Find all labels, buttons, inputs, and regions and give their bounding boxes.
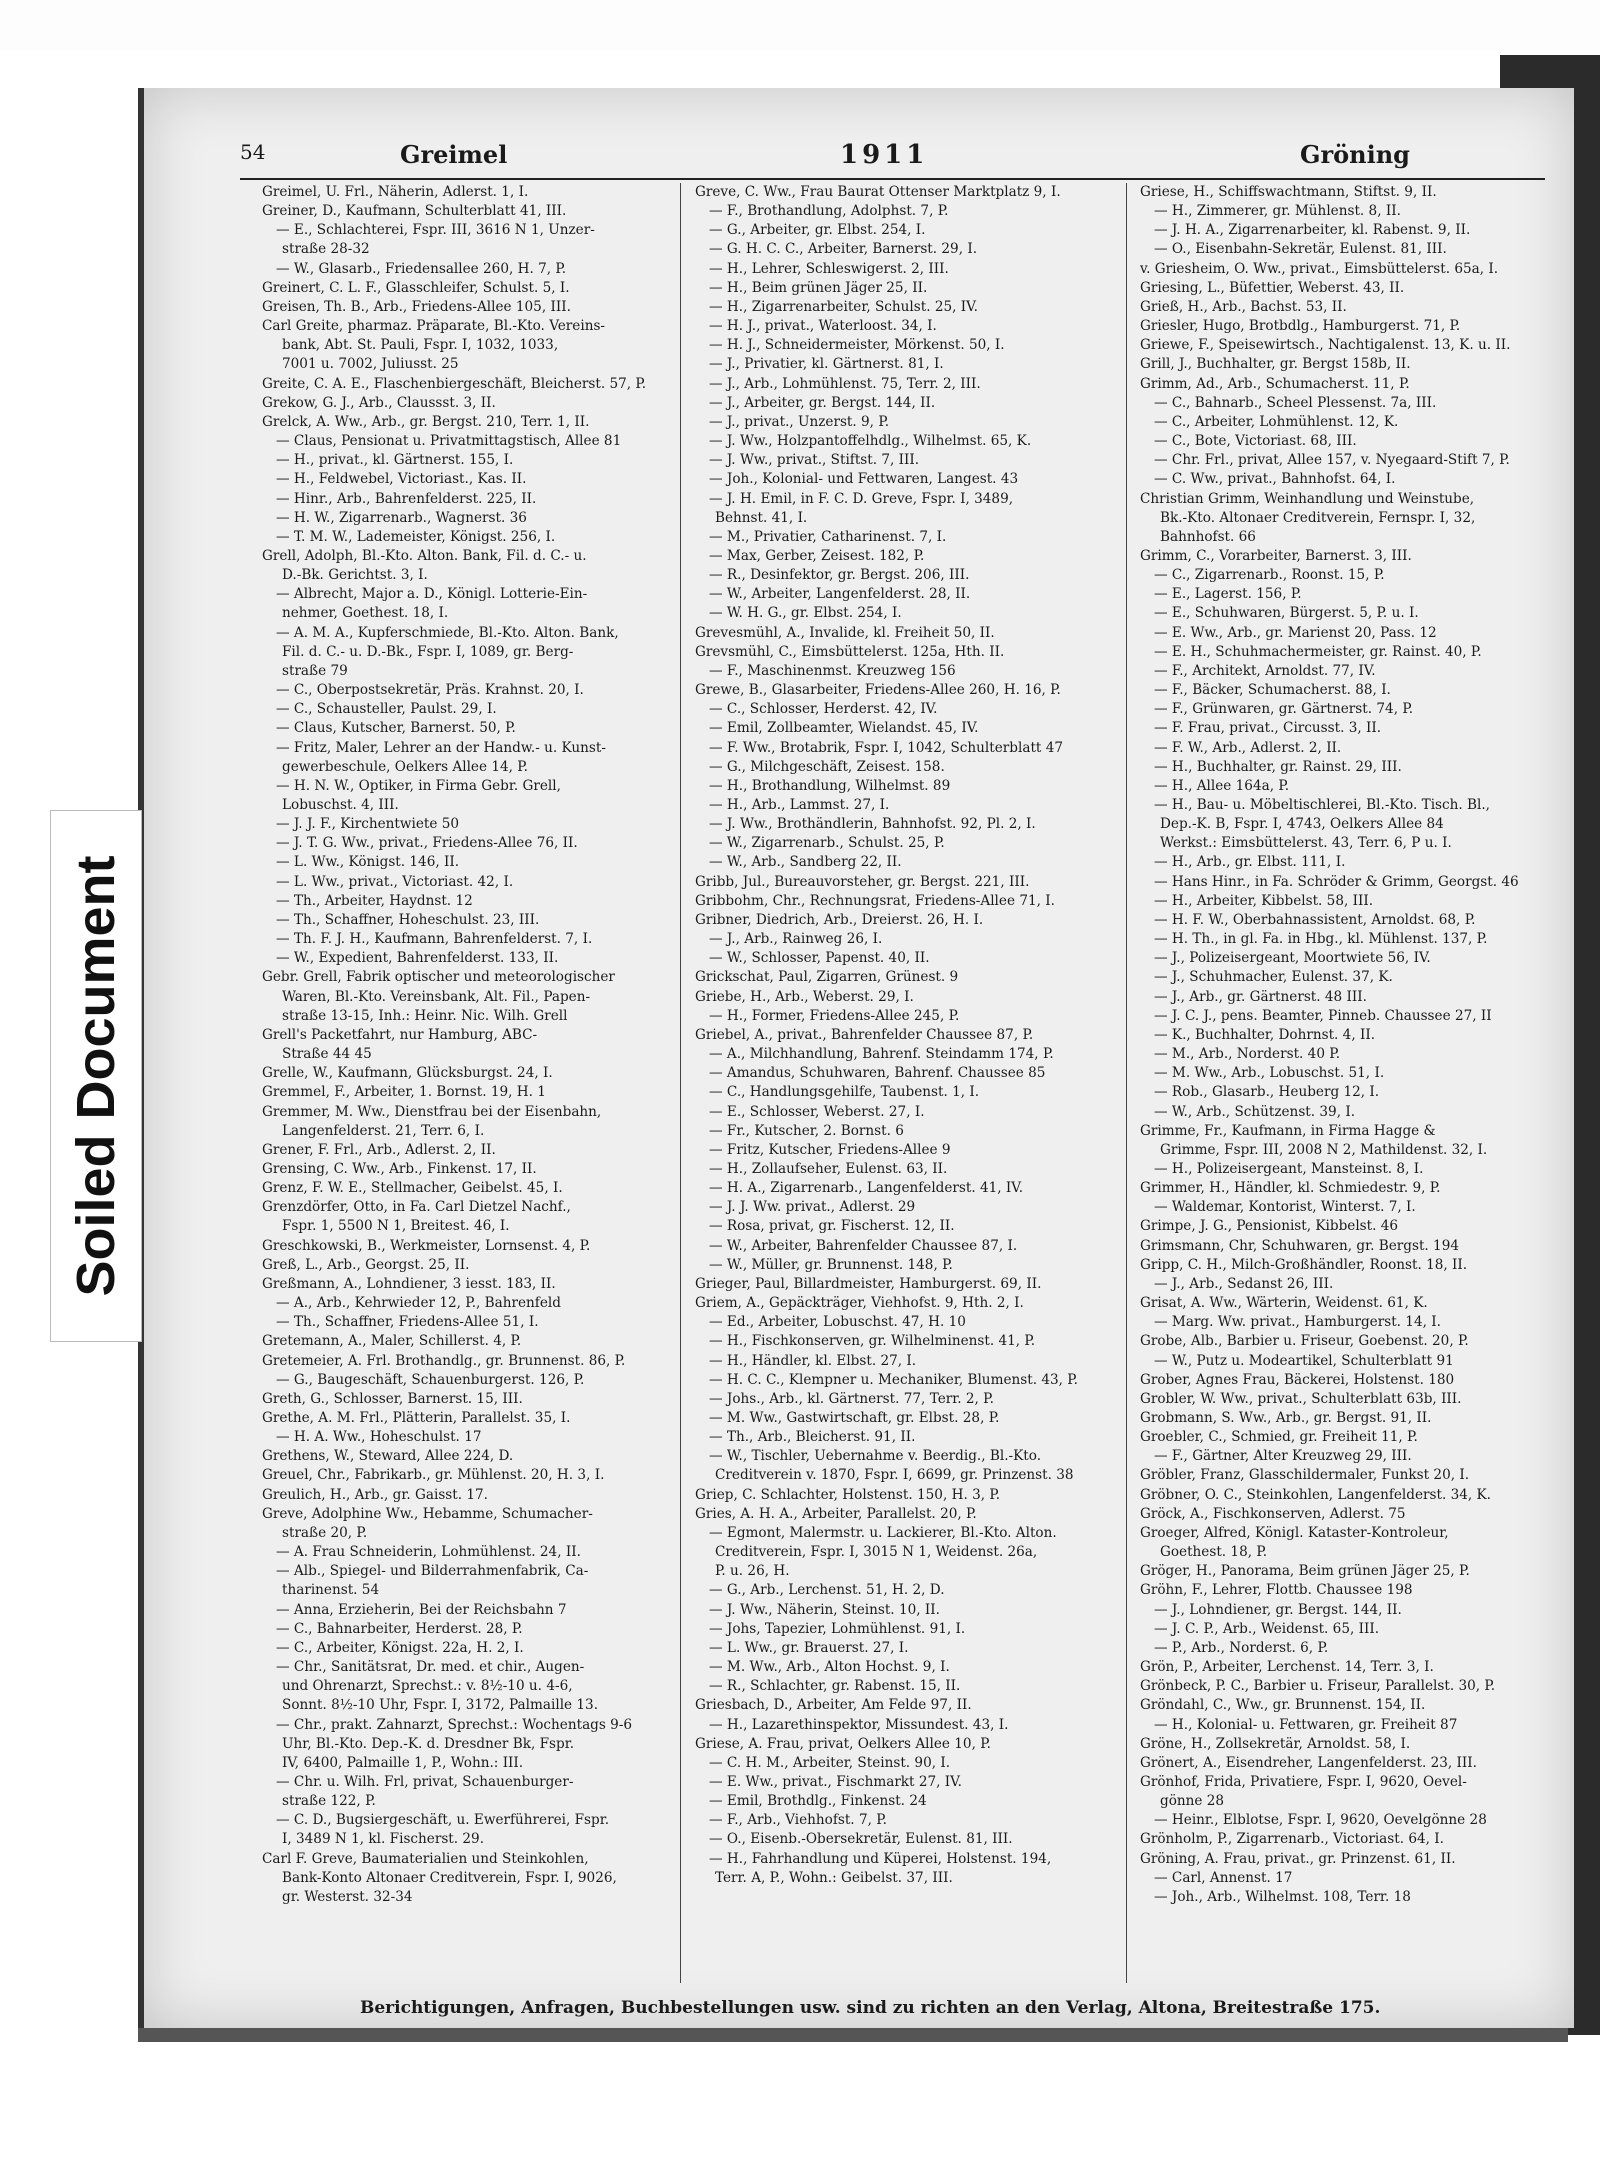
- directory-entry: — C., Arbeiter, Lohmühlenst. 12, K.: [1154, 413, 1399, 430]
- directory-entry: — J. T. G. Ww., privat., Friedens-Allee 76, II.: [276, 835, 578, 852]
- directory-entry: — H., Bau- u. Möbeltischlerei, Bl.-Kto. Tisch. Bl.,: [1154, 797, 1491, 813]
- directory-entry: — W., Arbeiter, Langenfelderst. 28, II.: [709, 586, 971, 603]
- directory-entry: Straße 44 45: [282, 1046, 372, 1063]
- directory-entry: Gröger, H., Panorama, Beim grünen Jäger 25, P.: [1140, 1563, 1470, 1580]
- directory-entry: Grelck, A. Ww., Arb., gr. Bergst. 210, Terr. 1, II.: [262, 413, 590, 430]
- directory-entry: — W., Tischler, Uebernahme v. Beerdig., Bl.-Kto.: [709, 1448, 1042, 1465]
- directory-entry: Grill, J., Buchhalter, gr. Bergst 158b, II.: [1140, 356, 1411, 373]
- directory-entry: Greth, G., Schlosser, Barnerst. 15, III.: [262, 1390, 523, 1407]
- directory-entry: — T. M. W., Lademeister, Königst. 256, I.: [276, 528, 556, 545]
- directory-entry: — G., Arbeiter, gr. Elbst. 254, I.: [709, 222, 926, 239]
- directory-entry: — W., Putz u. Modeartikel, Schulterblatt 91: [1154, 1352, 1454, 1369]
- directory-entry: straße 20, P.: [282, 1524, 368, 1541]
- directory-entry: — H., privat., kl. Gärtnerst. 155, I.: [276, 452, 514, 469]
- directory-entry: Grenz, F. W. E., Stellmacher, Geibelst. 45, I.: [262, 1180, 563, 1197]
- directory-entry: — H., Beim grünen Jäger 25, II.: [709, 279, 928, 296]
- directory-entry: — H., Zimmerer, gr. Mühlenst. 8, II.: [1154, 203, 1401, 220]
- directory-entry: Greschkowski, B., Werkmeister, Lornsenst. 4, P.: [262, 1237, 591, 1254]
- directory-entry: Greve, Adolphine Ww., Hebamme, Schumacher-: [262, 1505, 593, 1522]
- directory-entry: — Fr., Kutscher, 2. Bornst. 6: [709, 1122, 904, 1139]
- directory-entry: D.-Bk. Gerichtst. 3, I.: [282, 567, 428, 584]
- directory-entry: Greite, C. A. E., Flaschenbiergeschäft, Bleicherst. 57, P.: [262, 375, 647, 392]
- directory-entry: Grevsmühl, C., Eimsbüttelerst. 125a, Hth. II.: [695, 643, 1005, 660]
- directory-entry: — J., Arb., Rainweg 26, I.: [709, 931, 883, 948]
- directory-entry: — C., Bahnarb., Scheel Plessenst. 7a, III.: [1154, 394, 1437, 411]
- directory-entry: Gremmel, F., Arbeiter, 1. Bornst. 19, H. 1: [262, 1084, 546, 1101]
- directory-entry: — H., Händler, kl. Elbst. 27, I.: [709, 1352, 917, 1369]
- directory-entry: — Th. F. J. H., Kaufmann, Bahrenfelderst. 7, I.: [276, 931, 593, 948]
- directory-entry: — Rosa, privat, gr. Fischerst. 12, II.: [709, 1218, 955, 1235]
- directory-entry: gewerbeschule, Oelkers Allee 14, P.: [282, 758, 528, 775]
- directory-entry: Gremmer, M. Ww., Dienstfrau bei der Eisenbahn,: [262, 1103, 602, 1120]
- directory-entry: — Chr., prakt. Zahnarzt, Sprechst.: Wochentags 9-6: [276, 1716, 633, 1733]
- directory-entry: Grimsmann, Chr, Schuhwaren, gr. Bergst. 194: [1140, 1237, 1460, 1254]
- directory-entry: Werkst.: Eimsbüttelerst. 43, Terr. 6, P u. I.: [1160, 835, 1452, 852]
- directory-entry: nehmer, Goethest. 18, I.: [282, 605, 449, 622]
- directory-column-2: [695, 183, 1115, 1888]
- directory-entry: — M., Arb., Norderst. 40 P.: [1154, 1046, 1341, 1063]
- directory-entry: Grekow, G. J., Arb., Claussst. 3, II.: [262, 394, 496, 411]
- directory-entry: 7001 u. 7002, Juliusst. 25: [282, 356, 459, 373]
- directory-entry: — C., Zigarrenarb., Roonst. 15, P.: [1154, 567, 1385, 584]
- directory-entry: — W. H. G., gr. Elbst. 254, I.: [709, 605, 902, 622]
- directory-entry: Gröne, H., Zollsekretär, Arnoldst. 58, I.: [1140, 1735, 1411, 1752]
- header-last-entry: Gröning: [1300, 140, 1410, 169]
- directory-entry: Gebr. Grell, Fabrik optischer und meteorologischer: [262, 969, 615, 986]
- stamp-text: Soiled Document: [66, 855, 126, 1297]
- directory-entry: — J. Ww., privat., Stiftst. 7, III.: [709, 452, 920, 469]
- directory-entry: — J. Ww., Holzpantoffelhdlg., Wilhelmst. 65, K.: [709, 433, 1032, 450]
- directory-column-1: [262, 183, 666, 1907]
- directory-entry: Greimel, U. Frl., Näherin, Adlerst. 1, I.: [262, 184, 529, 200]
- header-rule: [240, 178, 1545, 180]
- directory-entry: — Emil, Brothdlg., Finkenst. 24: [709, 1793, 927, 1810]
- directory-entry: — H. J., Schneidermeister, Mörkenst. 50, I.: [709, 337, 1005, 354]
- directory-entry: — H. W., Zigarrenarb., Wagnerst. 36: [276, 509, 527, 526]
- directory-entry: — G., Milchgeschäft, Zeisest. 158.: [709, 758, 945, 775]
- directory-entry: — L. Ww., privat., Victoriast. 42, I.: [276, 873, 514, 890]
- directory-entry: — Chr. u. Wilh. Frl, privat, Schauenburger-: [276, 1773, 574, 1790]
- directory-entry: Grimpe, J. G., Pensionist, Kibbelst. 46: [1140, 1218, 1399, 1235]
- directory-entry: — H., Buchhalter, gr. Rainst. 29, III.: [1154, 758, 1402, 775]
- directory-entry: Grobmann, S. Ww., Arb., gr. Bergst. 91, II.: [1140, 1410, 1432, 1426]
- directory-entry: — J. Ww., Näherin, Steinst. 10, II.: [709, 1601, 940, 1618]
- directory-entry: Griem, A., Gepäckträger, Viehhofst. 9, Hth. 2, I.: [695, 1295, 1024, 1312]
- directory-entry: Grobler, W. Ww., privat., Schulterblatt 63b, III.: [1140, 1390, 1462, 1407]
- directory-entry: — J. Ww., Brothändlerin, Bahnhofst. 92, Pl. 2, I.: [709, 816, 1036, 833]
- directory-entry: Grimm, C., Vorarbeiter, Barnerst. 3, III.: [1140, 547, 1412, 564]
- directory-entry: — A., Arb., Kehrwieder 12, P., Bahrenfeld: [276, 1295, 561, 1312]
- directory-entry: — J., Arb., Lohmühlenst. 75, Terr. 2, III.: [709, 375, 981, 392]
- directory-entry: — F., Arb., Viehhofst. 7, P.: [709, 1812, 887, 1829]
- directory-entry: Sonnt. 8½-10 Uhr, Fspr. I, 3172, Palmaille 13.: [282, 1697, 599, 1714]
- directory-entry: — M. Ww., Gastwirtschaft, gr. Elbst. 28, P.: [709, 1410, 1000, 1426]
- directory-entry: Goethest. 18, P.: [1160, 1544, 1268, 1561]
- directory-entry: — W., Arb., Sandberg 22, II.: [709, 854, 902, 871]
- directory-entry: Greinert, C. L. F., Glasschleifer, Schulst. 5, I.: [262, 279, 570, 296]
- directory-entry: — H., Arb., Lammst. 27, I.: [709, 797, 890, 813]
- directory-entry: — C. D., Bugsiergeschäft, u. Ewerführerei, Fspr.: [276, 1812, 610, 1829]
- page-number: 54: [240, 140, 266, 164]
- directory-entry: Grickschat, Paul, Zigarren, Grünest. 9: [695, 969, 959, 986]
- directory-entry: — H. N. W., Optiker, in Firma Gebr. Grell,: [276, 777, 561, 794]
- directory-entry: Dep.-K. B, Fspr. I, 4743, Oelkers Allee 84: [1160, 816, 1444, 833]
- directory-entry: Grober, Agnes Frau, Bäckerei, Holstenst. 180: [1140, 1371, 1455, 1388]
- header-first-entry: Greimel: [400, 140, 508, 169]
- directory-entry: — O., Eisenb.-Obersekretär, Eulenst. 81, III.: [709, 1831, 1013, 1848]
- directory-entry: — Chr. Frl., privat, Allee 157, v. Nyegaard-Stift 7, P.: [1154, 452, 1510, 469]
- directory-entry: — G. H. C. C., Arbeiter, Barnerst. 29, I.: [709, 241, 978, 258]
- directory-entry: — G., Baugeschäft, Schauenburgerst. 126, P.: [276, 1371, 585, 1388]
- directory-entry: Griesler, Hugo, Brotbdlg., Hamburgerst. 71, P.: [1140, 318, 1461, 335]
- directory-entry: straße 122, P.: [282, 1793, 376, 1810]
- directory-entry: — H., Lazarethinspektor, Missundest. 43, I.: [709, 1716, 1009, 1733]
- directory-entry: — C., Schlosser, Herderst. 42, IV.: [709, 701, 938, 718]
- directory-entry: — Fritz, Maler, Lehrer an der Handw.- u. Kunst-: [276, 739, 606, 756]
- directory-entry: Griep, C. Schlachter, Holstenst. 150, H. 3, P.: [695, 1486, 1001, 1503]
- directory-entry: — Hans Hinr., in Fa. Schröder & Grimm, Georgst. 46: [1154, 873, 1519, 890]
- directory-entry: Greisen, Th. B., Arb., Friedens-Allee 105, III.: [262, 298, 571, 315]
- directory-entry: Grönert, A., Eisendreher, Langenfelderst. 23, III.: [1140, 1754, 1477, 1771]
- directory-entry: — Egmont, Malermstr. u. Lackierer, Bl.-Kto. Alton.: [709, 1524, 1057, 1541]
- directory-entry: Grobe, Alb., Barbier u. Friseur, Goebenst. 20, P.: [1140, 1333, 1469, 1350]
- directory-entry: — Th., Arbeiter, Haydnst. 12: [276, 892, 473, 909]
- directory-entry: — Claus, Pensionat u. Privatmittagstisch, Allee 81: [276, 433, 622, 450]
- directory-entry: — J. J. F., Kirchentwiete 50: [276, 816, 460, 833]
- directory-entry: — W., Schlosser, Papenst. 40, II.: [709, 950, 930, 967]
- directory-entry: Waren, Bl.-Kto. Vereinsbank, Alt. Fil., Papen-: [282, 988, 591, 1005]
- directory-entry: — Carl, Annenst. 17: [1154, 1869, 1293, 1886]
- directory-entry: — Amandus, Schuhwaren, Bahrenf. Chaussee 85: [709, 1065, 1046, 1082]
- directory-entry: — J., Schuhmacher, Eulenst. 37, K.: [1154, 969, 1393, 986]
- directory-entry: — F. Ww., Brotabrik, Fspr. I, 1042, Schulterblatt 47: [709, 739, 1063, 756]
- page-header: [240, 140, 1410, 180]
- directory-entry: — A. Frau Schneiderin, Lohmühlenst. 24, II.: [276, 1544, 581, 1561]
- directory-entry: — H. A., Zigarrenarb., Langenfelderst. 41, IV.: [709, 1180, 1024, 1197]
- directory-entry: — F., Gärtner, Alter Kreuzweg 29, III.: [1154, 1448, 1412, 1465]
- directory-entry: — Johs, Tapezier, Lohmühlenst. 91, I.: [709, 1620, 966, 1637]
- directory-entry: Grevesmühl, A., Invalide, kl. Freiheit 50, II.: [695, 624, 995, 641]
- directory-entry: Gretemeier, A. Frl. Brothandlg., gr. Brunnenst. 86, P.: [262, 1352, 626, 1369]
- directory-entry: P. u. 26, H.: [715, 1563, 790, 1580]
- directory-entry: — H. A. Ww., Hoheschulst. 17: [276, 1429, 482, 1446]
- directory-entry: gr. Westerst. 32-34: [282, 1888, 413, 1905]
- directory-entry: — G., Arb., Lerchenst. 51, H. 2, D.: [709, 1582, 945, 1599]
- directory-entry: — F., Maschinenmst. Kreuzweg 156: [709, 662, 956, 679]
- directory-entry: — M. Ww., Arb., Alton Hochst. 9, I.: [709, 1659, 950, 1676]
- directory-entry: — W., Arb., Schützenst. 39, I.: [1154, 1103, 1356, 1120]
- directory-entry: — C. H. M., Arbeiter, Steinst. 90, I.: [709, 1754, 951, 1771]
- directory-entry: — C., Arbeiter, Königst. 22a, H. 2, I.: [276, 1639, 524, 1656]
- directory-entry: — J., privat., Unzerst. 9, P.: [709, 413, 890, 430]
- directory-entry: — O., Eisenbahn-Sekretär, Eulenst. 81, III.: [1154, 241, 1447, 258]
- directory-entry: Grelle, W., Kaufmann, Glücksburgst. 24, I.: [262, 1065, 553, 1082]
- directory-entry: Bank-Konto Altonaer Creditverein, Fspr. I, 9026,: [282, 1869, 617, 1886]
- directory-entry: — Rob., Glasarb., Heuberg 12, I.: [1154, 1084, 1380, 1101]
- directory-entry: — Waldemar, Kontorist, Winterst. 7, I.: [1154, 1199, 1416, 1216]
- directory-entry: tharinenst. 54: [282, 1582, 380, 1599]
- directory-entry: — Alb., Spiegel- und Bilderrahmenfabrik, Ca-: [276, 1563, 589, 1580]
- directory-entry: Gröndahl, C., Ww., gr. Brunnenst. 154, II.: [1140, 1697, 1426, 1714]
- directory-entry: — J., Arb., Sedanst 26, III.: [1154, 1275, 1334, 1292]
- directory-entry: — Marg. Ww. privat., Hamburgerst. 14, I.: [1154, 1314, 1441, 1331]
- directory-entry: Griesbach, D., Arbeiter, Am Felde 97, II.: [695, 1697, 972, 1714]
- directory-entry: Greß, L., Arb., Georgst. 25, II.: [262, 1256, 470, 1273]
- directory-entry: — C., Bote, Victoriast. 68, III.: [1154, 433, 1357, 450]
- directory-entry: — Joh., Kolonial- und Fettwaren, Langest. 43: [709, 471, 1019, 488]
- directory-entry: Griesing, L., Büfettier, Weberst. 43, II.: [1140, 279, 1405, 296]
- directory-entry: — Ed., Arbeiter, Lobuschst. 47, H. 10: [709, 1314, 966, 1331]
- directory-entry: — Chr., Sanitätsrat, Dr. med. et chir., Augen-: [276, 1659, 585, 1676]
- directory-entry: Grönholm, P., Zigarrenarb., Victoriast. 64, I.: [1140, 1831, 1444, 1848]
- directory-column-3: [1140, 183, 1552, 1907]
- directory-entry: Grieger, Paul, Billardmeister, Hamburgerst. 69, II.: [695, 1275, 1042, 1292]
- directory-entry: — E. Ww., Arb., gr. Marienst 20, Pass. 12: [1154, 624, 1437, 641]
- directory-entry: Greve, C. Ww., Frau Baurat Ottenser Marktplatz 9, I.: [695, 184, 1061, 200]
- directory-entry: Griese, A. Frau, privat, Oelkers Allee 10, P.: [695, 1735, 991, 1752]
- directory-entry: — H., Former, Friedens-Allee 245, P.: [709, 1007, 960, 1024]
- directory-entry: Langenfelderst. 21, Terr. 6, I.: [282, 1122, 485, 1139]
- directory-entry: — L. Ww., gr. Brauerst. 27, I.: [709, 1639, 909, 1656]
- directory-entry: — R., Desinfektor, gr. Bergst. 206, III.: [709, 567, 970, 584]
- directory-entry: Grimme, Fspr. III, 2008 N 2, Mathildenst. 32, I.: [1160, 1141, 1488, 1158]
- header-year: 1911: [840, 140, 929, 170]
- directory-entry: — H., Arbeiter, Kibbelst. 58, III.: [1154, 892, 1374, 909]
- directory-entry: — W., Zigarrenarb., Schulst. 25, P.: [709, 835, 945, 852]
- directory-entry: Fil. d. C.- u. D.-Bk., Fspr. I, 1089, gr. Berg-: [282, 643, 574, 660]
- directory-entry: — H., Allee 164a, P.: [1154, 777, 1290, 794]
- directory-entry: — E., Lagerst. 156, P.: [1154, 586, 1302, 603]
- directory-entry: Gries, A. H. A., Arbeiter, Parallelst. 20, P.: [695, 1505, 977, 1522]
- directory-entry: — Hinr., Arb., Bahrenfelderst. 225, II.: [276, 490, 537, 507]
- directory-entry: Grell's Packetfahrt, nur Hamburg, ABC-: [262, 1026, 538, 1043]
- directory-entry: Grewe, B., Glasarbeiter, Friedens-Allee 260, H. 16, P.: [695, 682, 1061, 699]
- directory-entry: Grethe, A. M. Frl., Plätterin, Parallelst. 35, I.: [262, 1410, 571, 1426]
- directory-entry: — Th., Arb., Bleicherst. 91, II.: [709, 1429, 916, 1446]
- publisher-footer: Berichtigungen, Anfragen, Buchbestellungen usw. sind zu richten an den Verlag, Altona, Breitestraße 175.: [360, 1998, 1381, 2018]
- directory-entry: IV, 6400, Palmaille 1, P., Wohn.: III.: [282, 1754, 524, 1771]
- directory-entry: — M., Privatier, Catharinenst. 7, I.: [709, 528, 947, 545]
- directory-entry: Groeger, Alfred, Königl. Kataster-Kontroleur,: [1140, 1524, 1449, 1541]
- directory-entry: Grell, Adolph, Bl.-Kto. Alton. Bank, Fil. d. C.- u.: [262, 547, 587, 564]
- directory-entry: — H., Zollaufseher, Eulenst. 63, II.: [709, 1160, 948, 1177]
- directory-entry: — A., Milchhandlung, Bahrenf. Steindamm 174, P.: [709, 1046, 1054, 1063]
- directory-entry: Grethens, W., Steward, Allee 224, D.: [262, 1448, 514, 1465]
- directory-entry: — Joh., Arb., Wilhelmst. 108, Terr. 18: [1154, 1888, 1411, 1905]
- page-bottom-edge: [138, 2028, 1568, 2042]
- directory-entry: straße 13-15, Inh.: Heinr. Nic. Wilh. Grell: [282, 1007, 568, 1024]
- directory-entry: Grisat, A. Ww., Wärterin, Weidenst. 61, K.: [1140, 1295, 1428, 1312]
- directory-entry: Grimm, Ad., Arb., Schumacherst. 11, P.: [1140, 375, 1410, 392]
- directory-entry: Grenzdörfer, Otto, in Fa. Carl Dietzel Nachf.,: [262, 1199, 571, 1216]
- directory-entry: v. Griesheim, O. Ww., privat., Eimsbüttelerst. 65a, I.: [1140, 260, 1499, 277]
- directory-entry: — W., Arbeiter, Bahrenfelder Chaussee 87, I.: [709, 1237, 1018, 1254]
- directory-entry: — R., Schlachter, gr. Rabenst. 15, II.: [709, 1678, 961, 1695]
- directory-entry: — E., Schuhwaren, Bürgerst. 5, P. u. I.: [1154, 605, 1419, 622]
- directory-entry: I, 3489 N 1, kl. Fischerst. 29.: [282, 1831, 485, 1848]
- directory-entry: — J., Arb., gr. Gärtnerst. 48 III.: [1154, 988, 1367, 1005]
- directory-entry: Grönbeck, P. C., Barbier u. Friseur, Parallelst. 30, P.: [1140, 1678, 1496, 1695]
- directory-entry: Gribbohm, Chr., Rechnungsrat, Friedens-Allee 71, I.: [695, 892, 1055, 909]
- directory-entry: — Anna, Erzieherin, Bei der Reichsbahn 7: [276, 1601, 567, 1618]
- directory-entry: Griebel, A., privat., Bahrenfelder Chaussee 87, P.: [695, 1026, 1034, 1043]
- directory-entry: — C., Handlungsgehilfe, Taubenst. 1, I.: [709, 1084, 980, 1101]
- directory-entry: Groebler, C., Schmied, gr. Freiheit 11, P.: [1140, 1429, 1418, 1446]
- directory-entry: — J., Privatier, kl. Gärtnerst. 81, I.: [709, 356, 944, 373]
- directory-entry: — F. Frau, privat., Circusst. 3, II.: [1154, 720, 1382, 737]
- directory-entry: Griese, H., Schiffswachtmann, Stiftst. 9, II.: [1140, 184, 1437, 200]
- directory-entry: — H., Polizeisergeant, Mansteinst. 8, I.: [1154, 1160, 1424, 1177]
- directory-entry: — F., Brothandlung, Adolphst. 7, P.: [709, 203, 949, 220]
- directory-entry: Grimme, Fr., Kaufmann, in Firma Hagge &: [1140, 1122, 1436, 1139]
- directory-entry: straße 28-32: [282, 241, 370, 258]
- column-divider: [680, 183, 681, 1983]
- directory-entry: — Emil, Zollbeamter, Wielandst. 45, IV.: [709, 720, 979, 737]
- directory-entry: und Ohrenarzt, Sprechst.: v. 8½-10 u. 4-6,: [282, 1678, 573, 1695]
- directory-entry: — H., Arb., gr. Elbst. 111, I.: [1154, 854, 1346, 871]
- directory-entry: Carl F. Greve, Baumaterialien und Steinkohlen,: [262, 1850, 589, 1867]
- directory-entry: Gribb, Jul., Bureauvorsteher, gr. Bergst. 221, III.: [695, 873, 1030, 890]
- directory-entry: — M. Ww., Arb., Lobuschst. 51, I.: [1154, 1065, 1385, 1082]
- directory-entry: Grimmer, H., Händler, kl. Schmiedestr. 9, P.: [1140, 1180, 1441, 1197]
- scan-top-margin: [0, 0, 1600, 50]
- directory-entry: Behnst. 41, I.: [715, 509, 808, 526]
- directory-entry: Gröhn, F., Lehrer, Flottb. Chaussee 198: [1140, 1582, 1413, 1599]
- directory-entry: — J. J. Ww. privat., Adlerst. 29: [709, 1199, 916, 1216]
- directory-entry: Gretemann, A., Maler, Schillerst. 4, P.: [262, 1333, 522, 1350]
- directory-entry: — Johs., Arb., kl. Gärtnerst. 77, Terr. 2, P.: [709, 1390, 994, 1407]
- directory-entry: Gribner, Diedrich, Arb., Dreierst. 26, H. I.: [695, 911, 984, 928]
- directory-entry: — J., Polizeisergeant, Moortwiete 56, IV.: [1154, 950, 1431, 967]
- directory-entry: — F. W., Arb., Adlerst. 2, II.: [1154, 739, 1342, 756]
- directory-entry: Gröning, A. Frau, privat., gr. Prinzenst. 61, II.: [1140, 1850, 1456, 1867]
- directory-entry: — Heinr., Elblotse, Fspr. I, 9620, Oevelgönne 28: [1154, 1812, 1487, 1829]
- directory-entry: — J. H. A., Zigarrenarbeiter, kl. Rabenst. 9, II.: [1154, 222, 1471, 239]
- directory-entry: Grön, P., Arbeiter, Lerchenst. 14, Terr. 3, I.: [1140, 1659, 1434, 1676]
- directory-entry: — E. H., Schuhmachermeister, gr. Rainst. 40, P.: [1154, 643, 1482, 660]
- directory-entry: Bahnhofst. 66: [1160, 528, 1256, 545]
- directory-entry: — J. C. J., pens. Beamter, Pinneb. Chaussee 27, II: [1154, 1007, 1492, 1024]
- directory-entry: — K., Buchhalter, Dohrnst. 4, II.: [1154, 1026, 1376, 1043]
- directory-entry: Creditverein v. 1870, Fspr. I, 6699, gr. Prinzenst. 38: [715, 1467, 1074, 1484]
- directory-entry: — W., Glasarb., Friedensallee 260, H. 7, P.: [276, 260, 567, 277]
- directory-entry: — F., Grünwaren, gr. Gärtnerst. 74, P.: [1154, 701, 1414, 718]
- directory-entry: Grener, F. Frl., Arb., Adlerst. 2, II.: [262, 1141, 496, 1158]
- directory-entry: — L. Ww., Königst. 146, II.: [276, 854, 460, 871]
- directory-entry: — Th., Schaffner, Hoheschulst. 23, III.: [276, 911, 540, 928]
- directory-entry: — C., Oberpostsekretär, Präs. Krahnst. 20, I.: [276, 682, 584, 699]
- directory-entry: Creditverein, Fspr. I, 3015 N 1, Weidenst. 26a,: [715, 1544, 1038, 1561]
- directory-entry: — F., Architekt, Arnoldst. 77, IV.: [1154, 662, 1376, 679]
- directory-entry: Carl Greite, pharmaz. Präparate, Bl.-Kto. Vereins-: [262, 318, 606, 335]
- directory-entry: Gröbler, Franz, Glasschildermaler, Funkst 20, I.: [1140, 1467, 1470, 1484]
- directory-entry: Gröck, A., Fischkonserven, Adlerst. 75: [1140, 1505, 1406, 1522]
- soiled-document-stamp: [50, 810, 142, 1342]
- directory-entry: — J. C. P., Arb., Weidenst. 65, III.: [1154, 1620, 1380, 1637]
- directory-entry: Gripp, C. H., Milch-Großhändler, Roonst. 18, II.: [1140, 1256, 1468, 1273]
- directory-entry: — H. C. C., Klempner u. Mechaniker, Blumenst. 43, P.: [709, 1371, 1078, 1388]
- directory-entry: — Albrecht, Major a. D., Königl. Lotterie-Ein-: [276, 586, 588, 603]
- directory-entry: Greulich, H., Arb., gr. Gaisst. 17.: [262, 1486, 488, 1503]
- directory-entry: — H. Th., in gl. Fa. in Hbg., kl. Mühlenst. 137, P.: [1154, 931, 1488, 948]
- directory-entry: Lobuschst. 4, III.: [282, 797, 399, 813]
- directory-entry: Griewe, F., Speisewirtsch., Nachtigalenst. 13, K. u. II.: [1140, 337, 1511, 354]
- directory-entry: — H., Brothandlung, Wilhelmst. 89: [709, 777, 951, 794]
- directory-entry: straße 79: [282, 662, 348, 679]
- directory-entry: — C., Bahnarbeiter, Herderst. 28, P.: [276, 1620, 523, 1637]
- directory-entry: — E., Schlosser, Weberst. 27, I.: [709, 1103, 925, 1120]
- directory-entry: Christian Grimm, Weinhandlung und Weinstube,: [1140, 490, 1475, 507]
- directory-entry: — Max, Gerber, Zeisest. 182, P.: [709, 547, 925, 564]
- directory-entry: Uhr, Bl.-Kto. Dep.-K. d. Dresdner Bk, Fspr.: [282, 1735, 575, 1752]
- directory-entry: — H. J., privat., Waterloost. 34, I.: [709, 318, 937, 335]
- directory-entry: — Fritz, Kutscher, Friedens-Allee 9: [709, 1141, 951, 1158]
- directory-entry: — H., Fischkonserven, gr. Wilhelminenst. 41, P.: [709, 1333, 1036, 1350]
- directory-entry: — H., Kolonial- u. Fettwaren, gr. Freiheit 87: [1154, 1716, 1458, 1733]
- directory-entry: — F., Bäcker, Schumacherst. 88, I.: [1154, 682, 1391, 699]
- directory-entry: — J., Arbeiter, gr. Bergst. 144, II.: [709, 394, 936, 411]
- directory-entry: — W., Expedient, Bahrenfelderst. 133, II.: [276, 950, 559, 967]
- column-divider: [1126, 183, 1127, 1983]
- directory-entry: — J. H. Emil, in F. C. D. Greve, Fspr. I, 3489,: [709, 490, 1014, 507]
- directory-entry: — H., Zigarrenarbeiter, Schulst. 25, IV.: [709, 298, 978, 315]
- directory-entry: — E. Ww., privat., Fischmarkt 27, IV.: [709, 1773, 962, 1790]
- directory-entry: Greiner, D., Kaufmann, Schulterblatt 41, III.: [262, 203, 567, 220]
- directory-entry: Terr. A, P., Wohn.: Geibelst. 37, III.: [715, 1869, 953, 1886]
- directory-entry: — C., Schausteller, Paulst. 29, I.: [276, 701, 497, 718]
- directory-entry: — W., Müller, gr. Brunnenst. 148, P.: [709, 1256, 953, 1273]
- directory-entry: — J., Lohndiener, gr. Bergst. 144, II.: [1154, 1601, 1402, 1618]
- directory-entry: Greuel, Chr., Fabrikarb., gr. Mühlenst. 20, H. 3, I.: [262, 1467, 605, 1484]
- directory-entry: Grönhof, Frida, Privatiere, Fspr. I, 9620, Oevel-: [1140, 1773, 1467, 1790]
- directory-entry: gönne 28: [1160, 1793, 1225, 1810]
- directory-entry: Fspr. 1, 5500 N 1, Breitest. 46, I.: [282, 1218, 510, 1235]
- directory-entry: — A. M. A., Kupferschmiede, Bl.-Kto. Alton. Bank,: [276, 624, 619, 641]
- directory-entry: — E., Schlachterei, Fspr. III, 3616 N 1, Unzer-: [276, 222, 595, 239]
- directory-entry: — H., Feldwebel, Victoriast., Kas. II.: [276, 471, 527, 488]
- directory-entry: bank, Abt. St. Pauli, Fspr. I, 1032, 1033,: [282, 337, 559, 354]
- directory-entry: — H., Fahrhandlung und Küperei, Holstenst. 194,: [709, 1850, 1052, 1867]
- directory-entry: Bk.-Kto. Altonaer Creditverein, Fernspr. I, 32,: [1160, 509, 1476, 526]
- directory-entry: Greßmann, A., Lohndiener, 3 iesst. 183, II.: [262, 1275, 556, 1292]
- directory-entry: Gröbner, O. C., Steinkohlen, Langenfelderst. 34, K.: [1140, 1486, 1492, 1503]
- directory-entry: Grieß, H., Arb., Bachst. 53, II.: [1140, 298, 1347, 315]
- directory-entry: — C. Ww., privat., Bahnhofst. 64, I.: [1154, 471, 1396, 488]
- directory-entry: — P., Arb., Norderst. 6, P.: [1154, 1639, 1329, 1656]
- directory-entry: Grensing, C. Ww., Arb., Finkenst. 17, II.: [262, 1160, 537, 1177]
- directory-entry: — H., Lehrer, Schleswigerst. 2, III.: [709, 260, 949, 277]
- directory-entry: — Th., Schaffner, Friedens-Allee 51, I.: [276, 1314, 539, 1331]
- directory-entry: — H. F. W., Oberbahnassistent, Arnoldst. 68, P.: [1154, 911, 1476, 928]
- directory-entry: Griebe, H., Arb., Weberst. 29, I.: [695, 988, 914, 1005]
- directory-entry: — Claus, Kutscher, Barnerst. 50, P.: [276, 720, 516, 737]
